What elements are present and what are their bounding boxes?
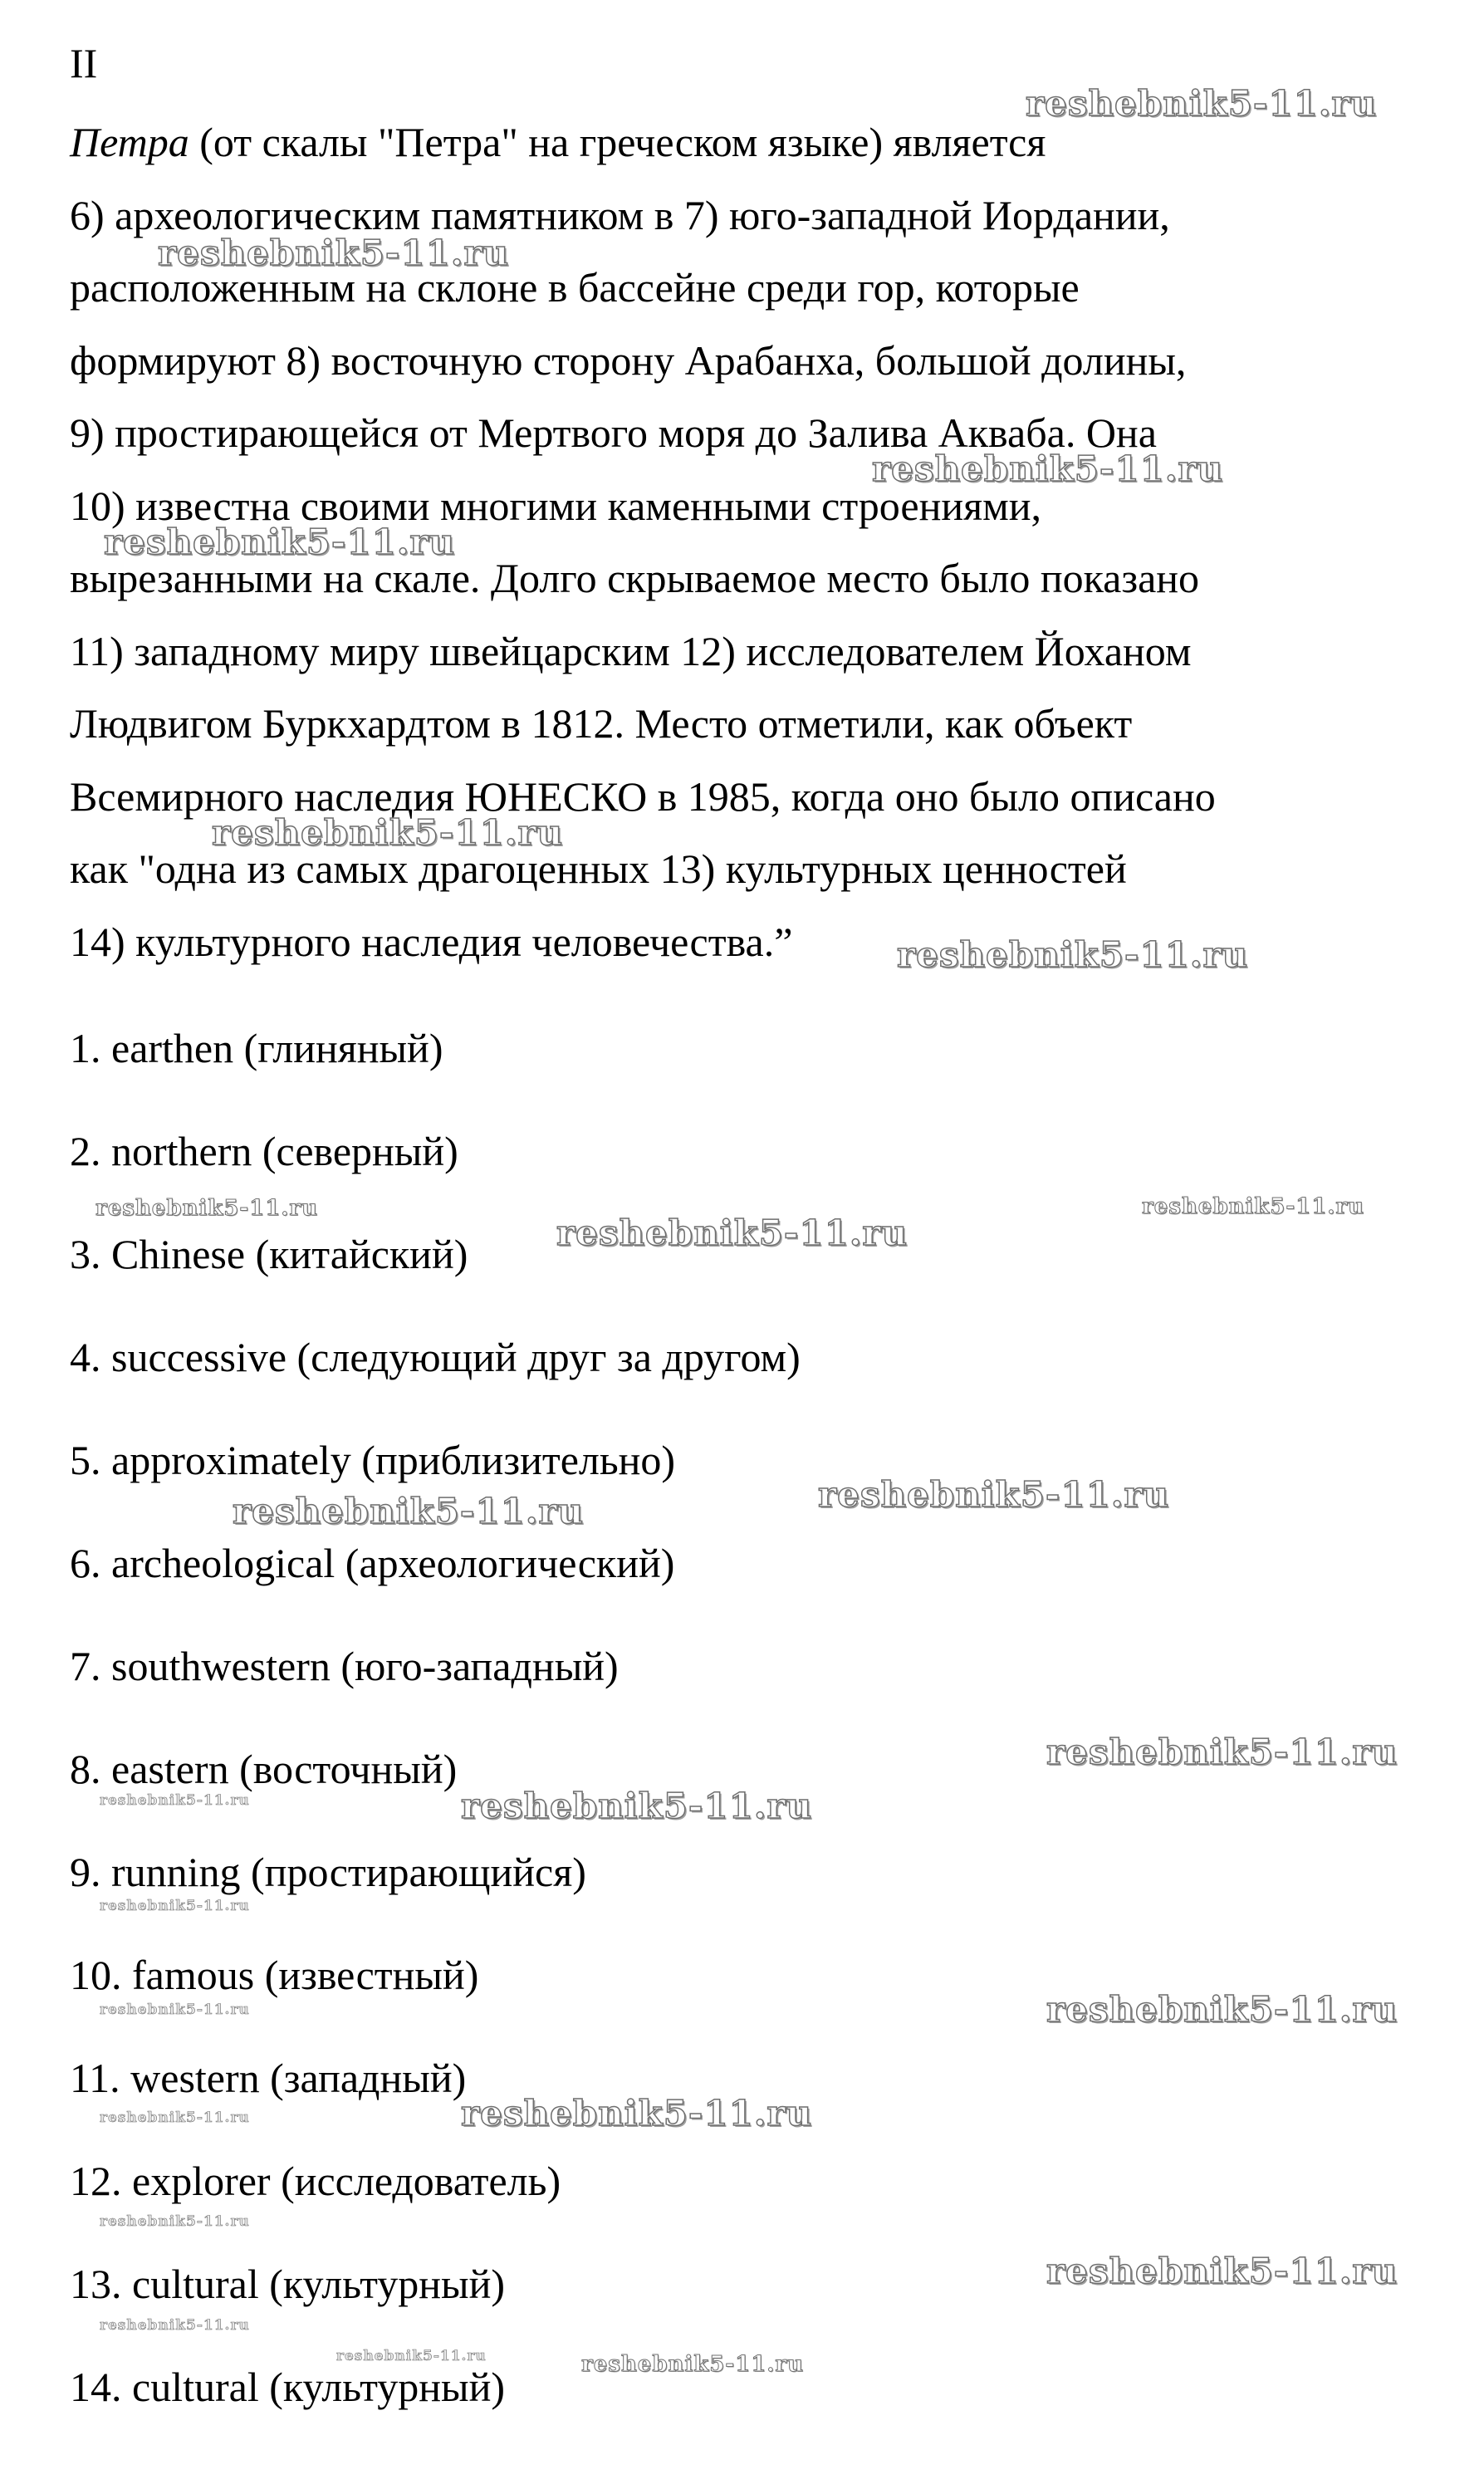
vocabulary-item: 10. famous (известный) [70,1952,479,1998]
paragraph-line: как "одна из самых драгоценных 13) культурных ценностей [70,845,1127,892]
watermark: reshebnik5-11.ru [100,1898,250,1914]
vocabulary-item: 14. cultural (культурный) [70,2364,506,2410]
watermark: reshebnik5-11.ru [100,2109,250,2126]
vocabulary-item: 12. explorer (исследователь) [70,2158,561,2204]
watermark: reshebnik5-11.ru [461,1786,813,1826]
vocabulary-item: 13. cultural (культурный) [70,2261,506,2307]
watermark: reshebnik5-11.ru [158,233,510,273]
paragraph-line: Всемирного наследия ЮНЕСКО в 1985, когда оно было описано [70,772,1216,820]
translation-paragraph [70,106,1432,978]
watermark: reshebnik5-11.ru [1026,83,1378,124]
watermark: reshebnik5-11.ru [1046,1989,1398,2030]
vocabulary-item: 9. running (простирающийся) [70,1849,586,1895]
watermark: reshebnik5-11.ru [1046,1732,1398,1772]
vocabulary-item: 3. Chinese (китайский) [70,1231,468,1277]
document-page [70,38,1432,978]
watermark: reshebnik5-11.ru [461,2093,813,2134]
watermark: reshebnik5-11.ru [336,2348,487,2364]
watermark: reshebnik5-11.ru [104,522,456,562]
watermark: reshebnik5-11.ru [818,1474,1170,1515]
watermark: reshebnik5-11.ru [1142,1194,1365,1219]
paragraph-line: 14) культурного наследия человечества.” [70,918,793,965]
paragraph-line: Людвигом Буркхардтом в 1812. Место отметили, как объект [70,700,1133,747]
section-heading: II [70,40,98,86]
watermark: reshebnik5-11.ru [100,2213,250,2230]
watermark: reshebnik5-11.ru [100,1792,250,1809]
watermark: reshebnik5-11.ru [556,1213,909,1253]
paragraph-line: 11) западному миру швейцарским 12) исследователем Йоханом [70,627,1192,674]
vocabulary-item: 8. eastern (восточный) [70,1746,458,1792]
watermark: reshebnik5-11.ru [581,2352,805,2377]
watermark: reshebnik5-11.ru [1046,2251,1398,2291]
watermark: reshebnik5-11.ru [100,2001,250,2018]
watermark: reshebnik5-11.ru [212,812,564,853]
vocabulary-item: 5. approximately (приблизительно) [70,1437,676,1483]
paragraph-line: формируют 8) восточную сторону Арабанха, большой долины, [70,336,1187,384]
paragraph-line: 9) простирающейся от Мертвого моря до Залива Акваба. Она [70,409,1157,456]
vocabulary-item: 7. southwestern (юго-западный) [70,1643,619,1689]
paragraph-line: расположенным на склоне в бассейне среди гор, которые [70,264,1080,311]
watermark: reshebnik5-11.ru [872,448,1224,489]
paragraph-line-rest: (от скалы "Петра" на греческом языке) является [189,119,1046,165]
paragraph-line: 6) археологическим памятником в 7) юго-западной Иордании, [70,191,1170,238]
vocabulary-item: 4. successive (следующий друг за другом) [70,1334,801,1380]
vocabulary-item: 1. earthen (глиняный) [70,1025,443,1071]
vocabulary-item: 11. western (западный) [70,2055,467,2101]
paragraph-line: 10) известна своими многими каменными строениями, [70,482,1042,529]
watermark: reshebnik5-11.ru [233,1491,585,1531]
paragraph-line: вырезанными на скале. Долго скрываемое место было показано [70,555,1200,601]
watermark: reshebnik5-11.ru [897,934,1249,975]
vocabulary-list [70,997,1432,2438]
watermark: reshebnik5-11.ru [100,2317,250,2334]
paragraph-line [70,106,1432,179]
watermark: reshebnik5-11.ru [96,1196,319,1221]
vocabulary-item: 6. archeological (археологический) [70,1540,675,1586]
petra-word: Петра [70,119,189,165]
vocabulary-item: 2. northern (северный) [70,1128,458,1174]
